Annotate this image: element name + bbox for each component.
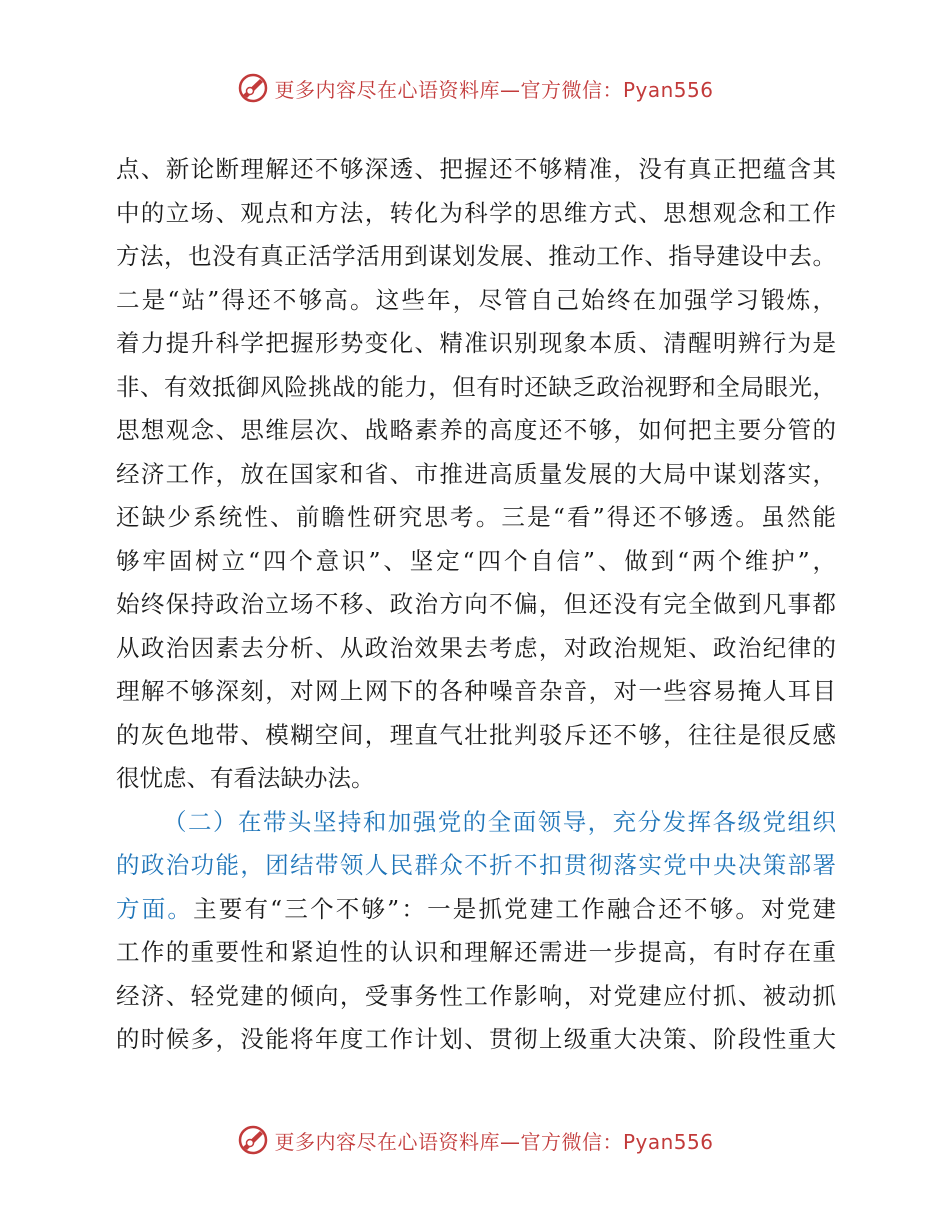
text-line: 还缺少系统性、前瞻性研究思考。三是“看”得还不够透。虽然能 [116, 503, 836, 531]
text-line: 很忧虑、有看法缺办法。 [116, 764, 375, 792]
section-heading: （二）在带头坚持和加强党的全面领导，充分发挥各级党组织 [163, 807, 836, 836]
banner-text: 更多内容尽在心语资料库—官方微信：Pyan556 [274, 1129, 714, 1154]
text-line: 始终保持政治立场不移、政治方向不偏，但还没有完全做到凡事都 [116, 590, 836, 618]
text-line: 二是“站”得还不够高。这些年，尽管自己始终在加强学习锻炼， [116, 285, 836, 314]
text-line: 经济、轻党建的倾向，受事务性工作影响，对党建应付抓、被动抓 [116, 981, 836, 1010]
text-line [116, 888, 836, 932]
text-line: 思想观念、思维层次、战略素养的高度还不够，如何把主要分管的 [116, 416, 836, 444]
banner-text: 更多内容尽在心语资料库—官方微信：Pyan556 [274, 77, 714, 102]
text-line: 从政治因素去分析、从政治效果去考虑，对政治规矩、政治纪律的 [116, 633, 836, 662]
text-line: 着力提升科学把握形势变化、精准识别现象本质、清醒明辨行为是 [116, 329, 836, 357]
text-line: 理解不够深刻，对网上网下的各种噪音杂音，对一些容易掩人耳目 [116, 677, 836, 705]
logo-icon [236, 71, 270, 105]
text-line: 中的立场、观点和方法，转化为科学的思维方式、思想观念和工作 [116, 198, 836, 227]
document-body [116, 148, 836, 1062]
text-line: 经济工作，放在国家和省、市推进高质量发展的大局中谋划落实， [116, 459, 836, 488]
text-line: 的灰色地带、模糊空间，理直气壮批判驳斥还不够，往往是很反感 [116, 720, 836, 749]
header-banner [0, 68, 950, 108]
section-heading: 的政治功能，团结带领人民群众不折不扣贯彻落实党中央决策部署 [116, 851, 836, 879]
text-line: 点、新论断理解还不够深透、把握还不够精准，没有真正把蕴含其 [116, 155, 836, 183]
logo-icon [236, 1123, 270, 1157]
section-heading-end: 方面。 [116, 894, 194, 923]
text-line: 方法，也没有真正活学活用到谋划发展、推动工作、指导建设中去。 [116, 242, 836, 270]
text-span: 主要有“三个不够”：一是抓党建工作融合还不够。对党建 [193, 894, 837, 923]
text-line: 工作的重要性和紧迫性的认识和理解还需进一步提高，有时存在重 [116, 938, 836, 966]
text-line: 的时候多，没能将年度工作计划、贯彻上级重大决策、阶段性重大 [116, 1025, 836, 1053]
text-line: 够牢固树立“四个意识”、坚定“四个自信”、做到“两个维护”， [116, 546, 836, 575]
footer-banner [0, 1120, 950, 1160]
text-line: 非、有效抵御风险挑战的能力，但有时还缺乏政治视野和全局眼光， [116, 372, 836, 401]
